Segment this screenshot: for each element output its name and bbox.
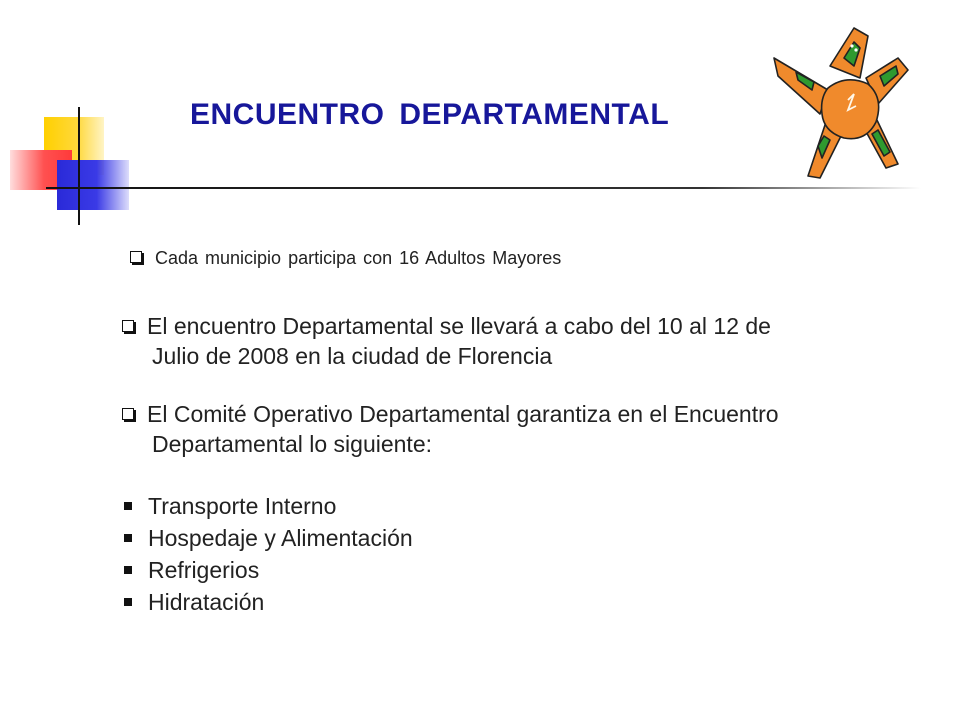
paragraph-committee-line1: El Comité Operativo Departamental garantiza en el Encuentro	[147, 401, 779, 427]
paragraph-committee	[122, 399, 922, 459]
solid-square-bullet-icon	[124, 566, 132, 574]
list-item-label: Hidratación	[148, 589, 265, 615]
slide-title: ENCUENTRO DEPARTAMENTAL	[190, 98, 670, 131]
list-item-label: Transporte Interno	[148, 493, 337, 519]
list-item	[124, 586, 413, 618]
solid-square-bullet-icon	[124, 598, 132, 606]
blue-square-decoration	[57, 160, 129, 210]
list-item	[124, 522, 413, 554]
corner-decoration	[0, 95, 140, 225]
guarantee-list	[124, 490, 413, 618]
hollow-square-bullet-icon	[130, 251, 142, 263]
solid-square-bullet-icon	[124, 534, 132, 542]
paragraph-dates-line2: Julio de 2008 en la ciudad de Florencia	[152, 343, 553, 369]
solid-square-bullet-icon	[124, 502, 132, 510]
intro-bullet	[130, 248, 561, 269]
list-item-label: Hospedaje y Alimentación	[148, 525, 413, 551]
hollow-square-bullet-icon	[122, 320, 134, 332]
list-item	[124, 490, 413, 522]
list-item	[124, 554, 413, 586]
list-item-label: Refrigerios	[148, 557, 260, 583]
hollow-square-bullet-icon	[122, 408, 134, 420]
vertical-rule	[78, 107, 80, 225]
paragraph-dates	[122, 311, 922, 371]
paragraph-committee-line2: Departamental lo siguiente:	[152, 431, 432, 457]
paragraph-dates-line1: El encuentro Departamental se llevará a cabo del 10 al 12 de	[147, 313, 771, 339]
sun-star-logo-icon	[768, 18, 918, 188]
intro-bullet-text: Cada municipio participa con 16 Adultos Mayores	[155, 248, 562, 268]
